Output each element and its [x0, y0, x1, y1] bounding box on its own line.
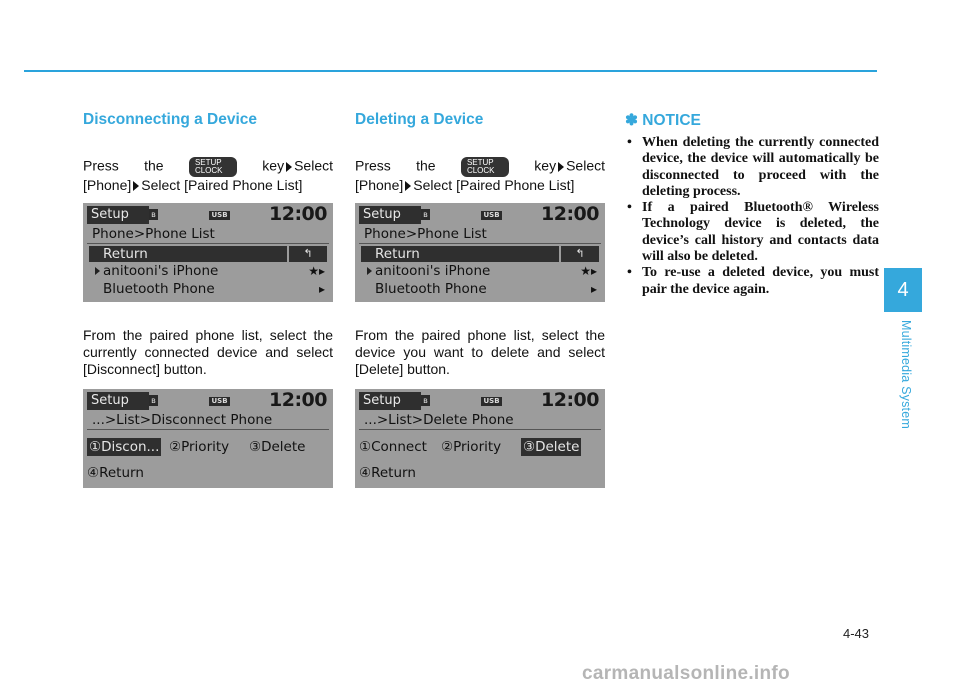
usb-icon: USB [209, 397, 230, 406]
bluetooth-icon: ʙ [421, 209, 430, 220]
phone-list-screen: Setup ʙ USB 12:00 Phone>Phone List Return ↰ anitooni's iPhone ★▸ Bluetooth Phone ▸ [83, 203, 333, 302]
bluetooth-icon: ʙ [421, 395, 430, 406]
chapter-tab: 4 [884, 268, 922, 312]
bluetooth-icon: ʙ [149, 209, 158, 220]
delete-option: ③Delete [249, 439, 306, 455]
arrow-right-icon [367, 267, 372, 275]
arrow-right-icon [133, 181, 139, 191]
watermark: carmanualsonline.info [582, 663, 790, 684]
return-option: ④Return [87, 465, 144, 481]
page-number: 4-43 [843, 626, 870, 641]
arrow-right-icon: ▸ [318, 282, 325, 296]
chapter-label: Multimedia System [899, 320, 913, 429]
star-icon: ★▸ [308, 264, 325, 278]
back-icon: ↰ [289, 246, 327, 262]
connect-option: ①Connect [359, 439, 427, 455]
notice-item: • To re-use a deleted device, you must pair the device again. [627, 265, 879, 297]
back-icon: ↰ [561, 246, 599, 262]
notice-list [627, 135, 879, 298]
description-delete: From the paired phone list, select the device you want to delete and select [Delete] button. [355, 327, 605, 377]
arrow-right-icon: ▸ [590, 282, 597, 296]
section-heading-disconnect: Disconnecting a Device [83, 111, 258, 128]
disconnect-phone-screen: Setup ʙ USB 12:00 ...>List>Disconnect Phone ①Discon... ②Priority ③Delete ④Return [83, 389, 333, 488]
bluetooth-icon: ʙ [149, 395, 158, 406]
return-item: Return [361, 246, 559, 262]
priority-option: ②Priority [441, 439, 502, 455]
delete-option: ③Delete [523, 439, 580, 455]
usb-icon: USB [481, 211, 502, 220]
arrow-right-icon [95, 267, 100, 275]
star-icon: ★▸ [580, 264, 597, 278]
delete-phone-screen: Setup ʙ USB 12:00 ...>List>Delete Phone ①Connect ②Priority ③Delete ④Return [355, 389, 605, 488]
setup-clock-key-icon: SETUP CLOCK [189, 157, 237, 177]
list-item: anitooni's iPhone ★▸ [83, 262, 333, 280]
notice-item: • When deleting the currently connected device, the device will automatically be disconnected to proceed with the deleting process. [627, 135, 879, 199]
instruction-disconnect: Press the SETUP CLOCK key Select [Phone] Select [Paired Phone List] [83, 157, 333, 193]
arrow-right-icon [558, 162, 564, 172]
usb-icon: USB [209, 211, 230, 220]
section-heading-delete: Deleting a Device [355, 111, 484, 128]
notice-item: • If a paired Bluetooth® Wireless Technology device is deleted, the device’s call history and contacts data will also be deleted. [627, 200, 879, 265]
arrow-right-icon [286, 162, 292, 172]
arrow-right-icon [405, 181, 411, 191]
list-item: anitooni's iPhone ★▸ [355, 262, 605, 280]
return-item: Return [89, 246, 287, 262]
disconnect-option: ①Discon... [89, 439, 160, 455]
usb-icon: USB [481, 397, 502, 406]
setup-clock-key-icon: SETUP CLOCK [461, 157, 509, 177]
description-disconnect: From the paired phone list, select the currently connected device and select [Disconnect] button. [83, 327, 333, 377]
top-rule [24, 70, 877, 72]
priority-option: ②Priority [169, 439, 230, 455]
instruction-delete: Press the SETUP CLOCK key Select [Phone] Select [Paired Phone List] [355, 157, 605, 193]
phone-list-screen: Setup ʙ USB 12:00 Phone>Phone List Return ↰ anitooni's iPhone ★▸ Bluetooth Phone ▸ [355, 203, 605, 302]
list-item: Bluetooth Phone ▸ [375, 281, 597, 297]
list-item: Bluetooth Phone ▸ [103, 281, 325, 297]
notice-title: ✽ NOTICE [625, 112, 701, 129]
return-option: ④Return [359, 465, 416, 481]
